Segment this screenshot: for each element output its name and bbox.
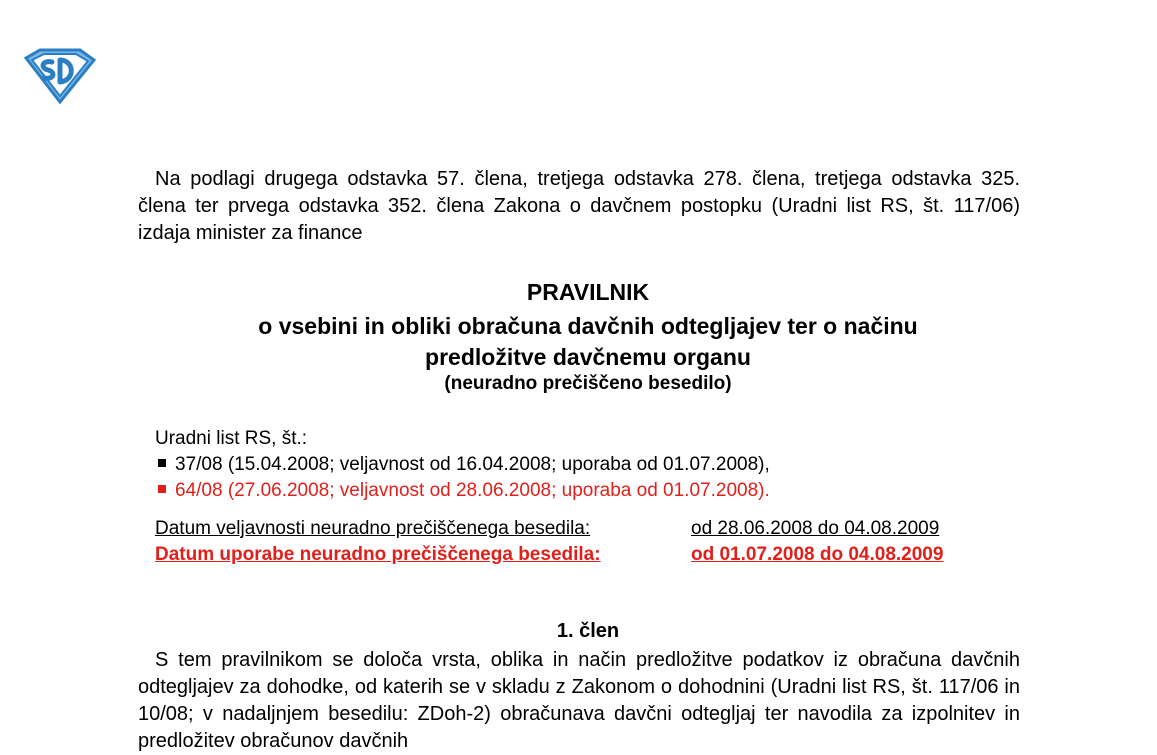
reference-text: 64/08 (27.06.2008; veljavnost od 28.06.2008; uporaba od 01.07.2008).	[175, 480, 770, 501]
article-text: S tem pravilnikom se določa vrsta, oblika in način predložitve podatkov iz obračuna davčnih odtegljajev za dohodke, od katerih se v skladu z Zakonom o dohodnini (Uradni list RS, št. 117/06 in 10/08; v nadaljnjem besedilu: ZDoh-2) obračunava davčni odtegljaj ter navodila za izpolnitev in predložitev obračunov davčnih	[138, 649, 1020, 752]
application-value: od 01.07.2008 do 04.08.2009	[691, 544, 944, 565]
validity-value: od 28.06.2008 do 04.08.2009	[691, 518, 940, 539]
document-title: PRAVILNIK	[526, 279, 650, 305]
references-label: Uradni list RS, št.:	[155, 428, 308, 449]
bullet-icon	[158, 485, 166, 493]
list-item	[155, 478, 770, 504]
dates-block	[155, 516, 944, 568]
subtitle-line-1: o vsebini in obliki obračuna davčnih odtegljajev ter o načinu	[258, 313, 918, 339]
application-row	[155, 542, 944, 568]
subtitle-line-2: predložitve davčnemu organu	[425, 344, 751, 370]
reference-text: 37/08 (15.04.2008; veljavnost od 16.04.2008; uporaba od 01.07.2008),	[175, 454, 770, 475]
article-title: 1. člen	[556, 620, 620, 642]
references-list	[155, 426, 770, 504]
application-label: Datum uporabe neuradno prečiščenega besedila:	[155, 544, 601, 565]
document-subtitle	[138, 311, 1038, 373]
validity-label: Datum veljavnosti neuradno prečiščenega besedila:	[155, 518, 591, 539]
list-item	[155, 452, 770, 478]
validity-row	[155, 516, 940, 542]
logo-icon	[22, 48, 96, 104]
document-note: (neuradno prečiščeno besedilo)	[444, 373, 732, 394]
intro-paragraph: Na podlagi drugega odstavka 57. člena, tretjega odstavka 278. člena, tretjega odstavka 325. člena ter prvega odstavka 352. člena Zakona o davčnem postopku (Uradni list RS, št. 117/06) izdaja minister za finance	[138, 168, 1020, 244]
bullet-icon	[158, 459, 166, 467]
